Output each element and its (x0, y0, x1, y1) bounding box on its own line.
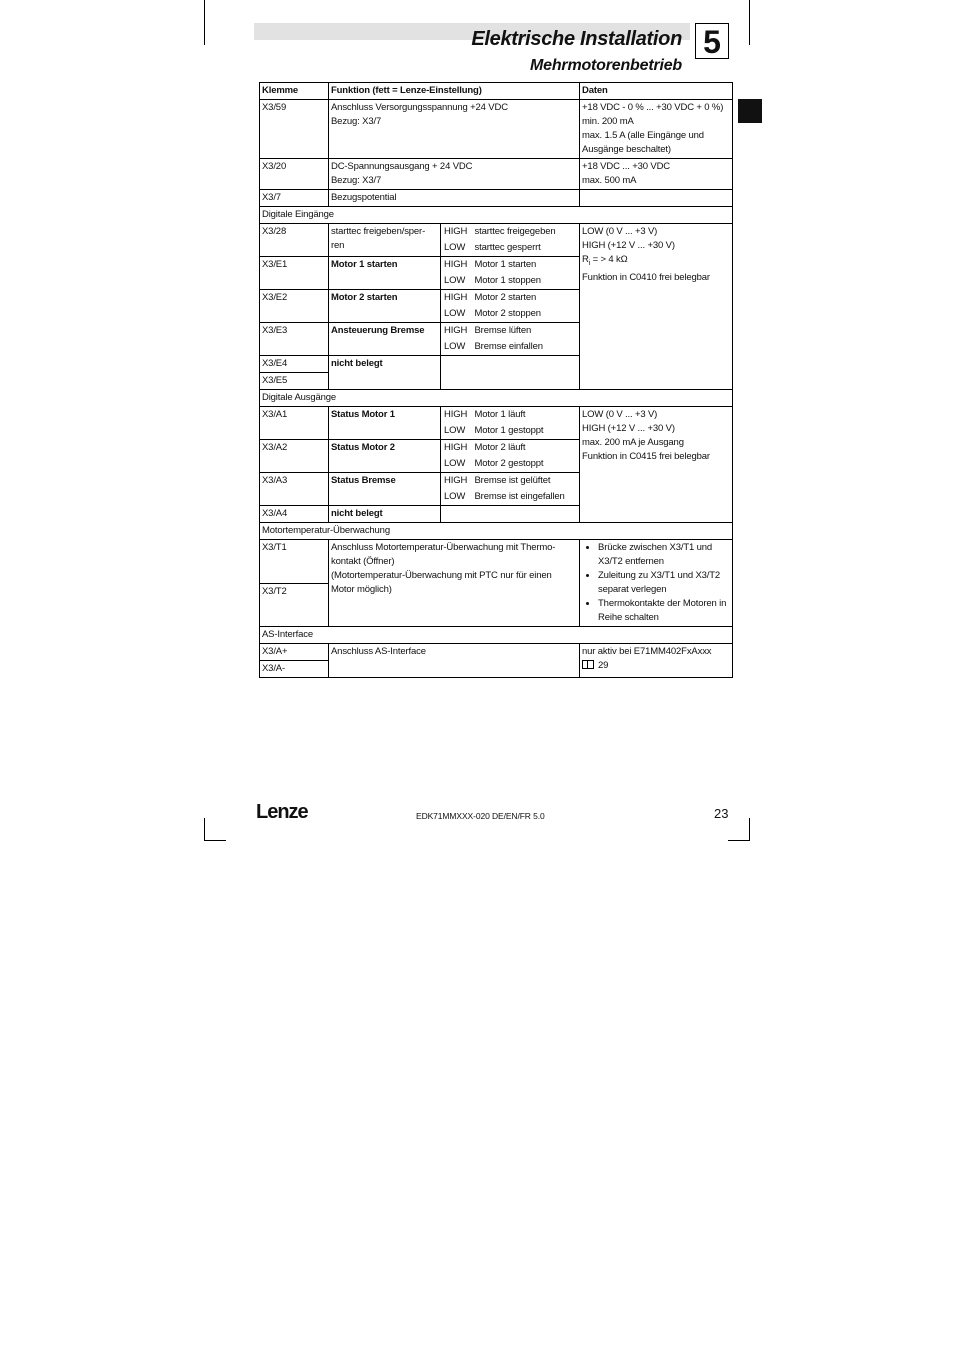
function-cell: Status Motor 1 (329, 407, 441, 440)
level-text: Motor 1 stoppen (473, 273, 580, 290)
resistance-symbol: R (582, 254, 589, 265)
chapter-tab-marker (738, 99, 762, 123)
function-text: Bezug: X3/7 (331, 175, 382, 186)
terminal-table (259, 82, 733, 678)
table-row (260, 100, 733, 159)
level-label: HIGH (441, 440, 473, 457)
list-item: • Brücke zwischen X3/T1 und X3/T2 entfernen (598, 541, 730, 569)
terminal-cell: X3/A4 (260, 506, 329, 523)
table-row (260, 190, 733, 207)
level-text: Motor 1 läuft (473, 407, 580, 424)
input-resistance (582, 253, 730, 271)
page-reference-number: 29 (598, 660, 609, 671)
function-text: (Motortemperatur-Überwachung mit PTC nur für einen Motor möglich) (331, 570, 552, 595)
function-text: Bezug: X3/7 (331, 116, 382, 127)
level-label: HIGH (441, 323, 473, 340)
crop-mark (749, 0, 750, 45)
level-label: LOW (441, 306, 473, 323)
function-cell (329, 159, 580, 190)
resistance-value: = > 4 kΩ (590, 254, 628, 265)
terminal-cell: X3/E5 (260, 373, 329, 390)
level-text: Bremse ist eingefallen (473, 489, 580, 506)
page-reference[interactable] (582, 659, 730, 673)
crop-mark (204, 818, 205, 840)
function-cell: Status Motor 2 (329, 440, 441, 473)
crop-mark (204, 0, 205, 45)
data-text: LOW (0 V ... +3 V) (582, 409, 658, 420)
function-text: DC-Spannungsausgang + 24 VDC (331, 161, 473, 172)
list-item: • Thermokontakte der Motoren in Reihe schalten (598, 597, 730, 625)
level-text: Motor 2 starten (473, 290, 580, 307)
level-text: Bremse ist gelüftet (473, 473, 580, 490)
function-text: Anschluss Motortemperatur-Überwachung mit Thermo-kontakt (Öffner) (331, 542, 556, 567)
crop-mark (749, 818, 750, 840)
section-row (260, 523, 733, 540)
terminal-cell: X3/A- (260, 661, 329, 678)
data-text: Funktion in C0415 frei belegbar (582, 451, 710, 462)
function-cell: Status Bremse (329, 473, 441, 506)
level-text: starttec gesperrt (473, 240, 580, 257)
data-text: +18 VDC ... +30 VDC (582, 161, 671, 172)
level-label: LOW (441, 456, 473, 473)
function-cell: nicht belegt (329, 506, 441, 523)
list-item: • Zuleitung zu X3/T1 und X3/T2 separat verlegen (598, 569, 730, 597)
document-reference: EDK71MMXXX-020 DE/EN/FR 5.0 (416, 811, 545, 821)
level-label: HIGH (441, 224, 473, 241)
level-text: Motor 2 gestoppt (473, 456, 580, 473)
level-text: Motor 2 stoppen (473, 306, 580, 323)
page-title: Elektrische Installation (471, 28, 682, 50)
crop-mark (204, 840, 226, 841)
chapter-number: 5 (695, 23, 729, 59)
level-text: Motor 1 gestoppt (473, 423, 580, 440)
function-cell: nicht belegt (329, 356, 441, 390)
page-number: 23 (714, 806, 729, 821)
level-label: HIGH (441, 290, 473, 307)
column-header-data: Daten (580, 83, 733, 100)
data-text: HIGH (+12 V ... +30 V) (582, 423, 675, 434)
function-cell: Ansteuerung Bremse (329, 323, 441, 356)
data-text: max. 500 mA (582, 175, 637, 186)
table-row (260, 540, 733, 584)
empty-cell (441, 356, 580, 390)
table-row (260, 224, 733, 241)
level-label: HIGH (441, 473, 473, 490)
data-text: Funktion in C0410 frei belegbar (582, 271, 710, 283)
data-text: nur aktiv bei E71MM402FxAxxx (582, 646, 712, 657)
data-cell (580, 100, 733, 159)
terminal-cell: X3/A2 (260, 440, 329, 473)
terminal-cell: X3/E2 (260, 290, 329, 323)
level-label: LOW (441, 240, 473, 257)
level-label: HIGH (441, 407, 473, 424)
page-subtitle: Mehrmotorenbetrieb (530, 57, 682, 74)
terminal-cell: X3/20 (260, 159, 329, 190)
data-cell (580, 407, 733, 523)
data-text: max. 1.5 A (alle Eingänge und Ausgänge beschaltet) (582, 130, 704, 155)
level-label: HIGH (441, 257, 473, 274)
terminal-cell: X3/T2 (260, 583, 329, 627)
level-label: LOW (441, 489, 473, 506)
table-row (260, 644, 733, 661)
column-header-terminal: Klemme (260, 83, 329, 100)
resistance-subscript: i (588, 259, 591, 267)
function-cell: Anschluss AS-Interface (329, 644, 580, 678)
crop-mark (728, 840, 750, 841)
table-row (260, 159, 733, 190)
function-cell: Bezugspotential (329, 190, 580, 207)
data-cell (580, 644, 733, 678)
data-text: +18 VDC - 0 % ... +30 VDC + 0 %) (582, 102, 724, 113)
function-cell: starttec freigeben/sper-ren (329, 224, 441, 257)
terminal-cell: X3/E1 (260, 257, 329, 290)
level-label: LOW (441, 273, 473, 290)
bullet-list (582, 541, 730, 625)
function-text: Anschluss Versorgungsspannung +24 VDC (331, 102, 508, 113)
section-title: Motortemperatur-Überwachung (260, 523, 733, 540)
level-text: Bremse einfallen (473, 339, 580, 356)
data-text: max. 200 mA je Ausgang (582, 437, 684, 448)
data-cell (580, 159, 733, 190)
data-text: min. 200 mA (582, 116, 634, 127)
book-icon (582, 660, 594, 669)
level-text: Bremse lüften (473, 323, 580, 340)
terminal-cell: X3/A+ (260, 644, 329, 661)
column-header-function: Funktion (fett = Lenze-Einstellung) (329, 83, 580, 100)
level-text: Motor 1 starten (473, 257, 580, 274)
empty-cell (441, 506, 580, 523)
level-text: Motor 2 läuft (473, 440, 580, 457)
data-text: HIGH (+12 V ... +30 V) (582, 240, 675, 251)
section-title: AS-Interface (260, 627, 733, 644)
function-cell: Motor 2 starten (329, 290, 441, 323)
terminal-cell: X3/E3 (260, 323, 329, 356)
data-cell (580, 224, 733, 390)
terminal-cell: X3/A1 (260, 407, 329, 440)
terminal-cell: X3/28 (260, 224, 329, 257)
data-cell (580, 190, 733, 207)
table-row (260, 407, 733, 424)
terminal-cell: X3/A3 (260, 473, 329, 506)
table-header-row (260, 83, 733, 100)
level-label: LOW (441, 339, 473, 356)
data-cell (580, 540, 733, 627)
level-text: starttec freigegeben (473, 224, 580, 241)
section-title: Digitale Ausgänge (260, 390, 733, 407)
section-row (260, 390, 733, 407)
section-title: Digitale Eingänge (260, 207, 733, 224)
terminal-cell: X3/59 (260, 100, 329, 159)
function-cell: Motor 1 starten (329, 257, 441, 290)
section-row (260, 627, 733, 644)
level-label: LOW (441, 423, 473, 440)
section-row (260, 207, 733, 224)
terminal-cell: X3/T1 (260, 540, 329, 584)
function-cell (329, 100, 580, 159)
function-cell (329, 540, 580, 627)
terminal-cell: X3/7 (260, 190, 329, 207)
terminal-cell: X3/E4 (260, 356, 329, 373)
data-text: LOW (0 V ... +3 V) (582, 226, 658, 237)
lenze-logo: Lenze (256, 801, 308, 823)
